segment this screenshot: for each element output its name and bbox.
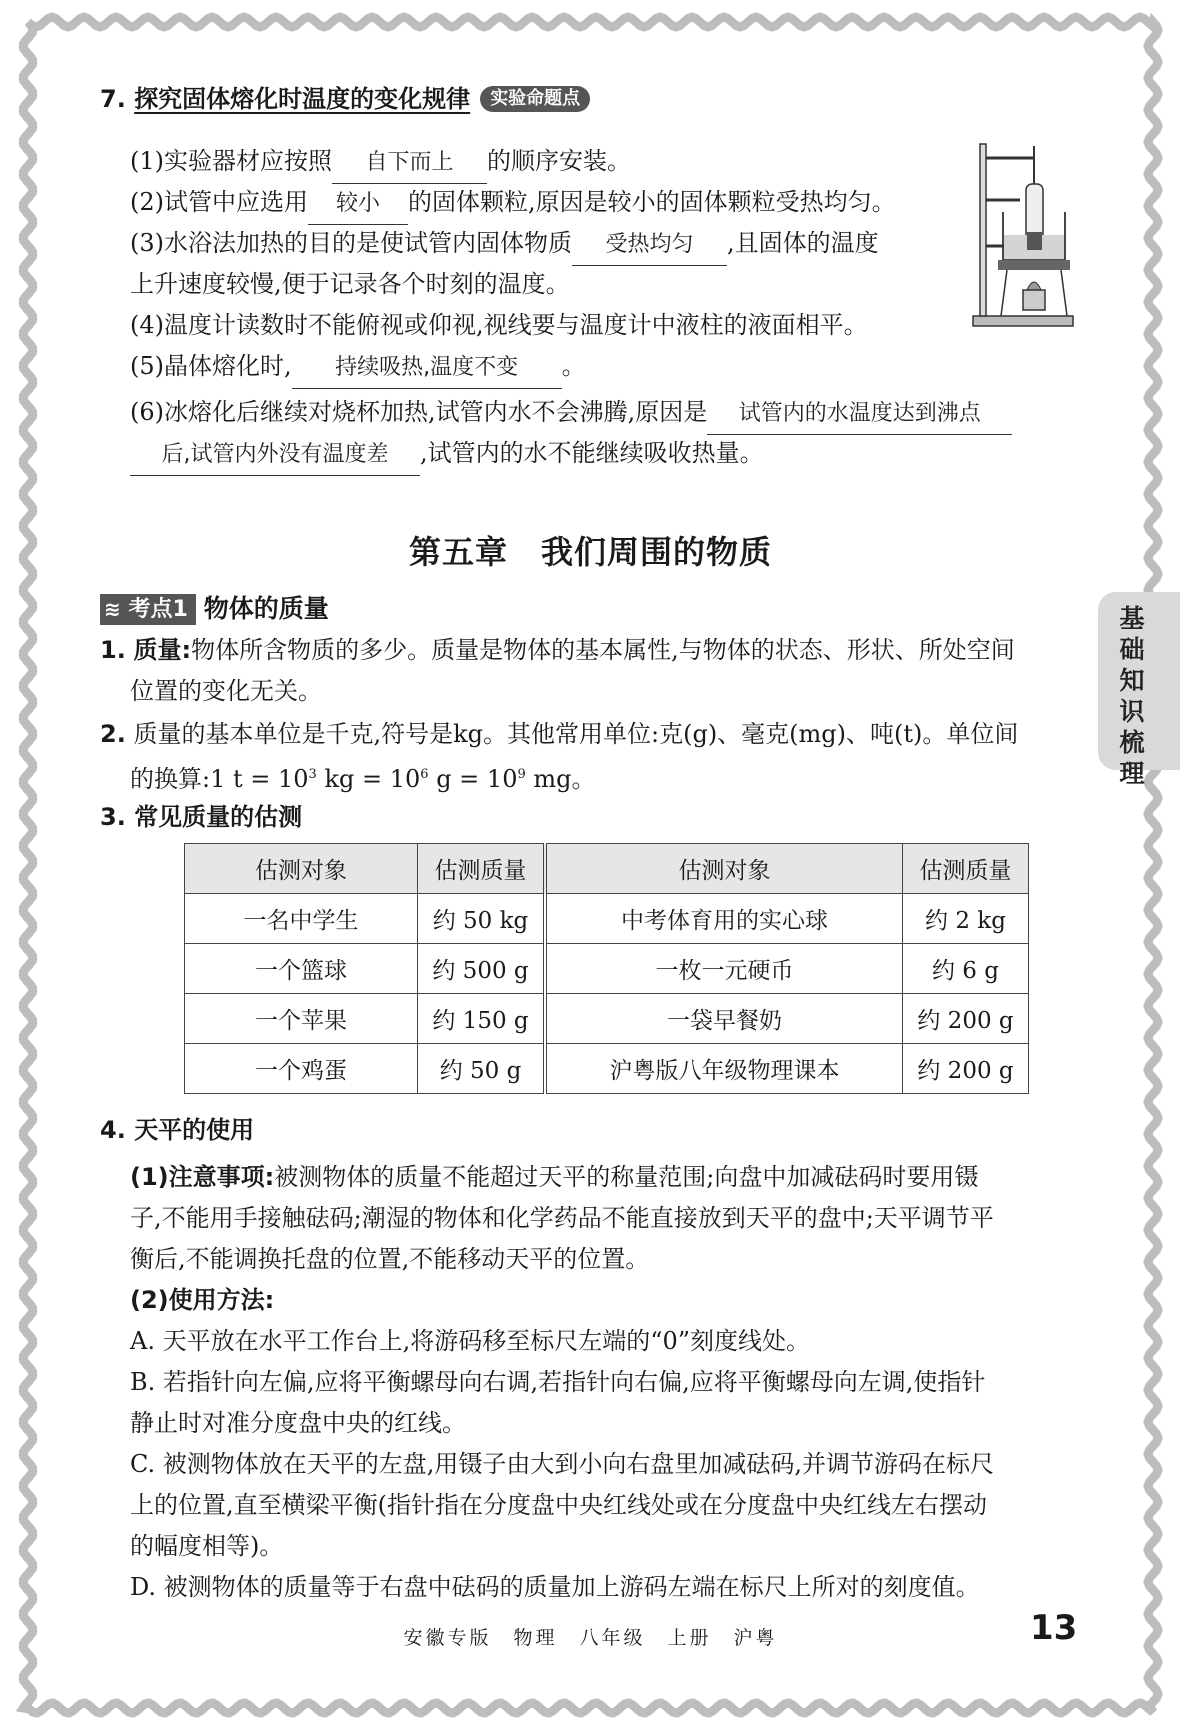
method-b-cont: 静止时对准分度盘中央的红线。 [130,1409,466,1437]
point-4-method-label: (2)使用方法: [130,1286,275,1314]
method-d: D. 被测物体的质量等于右盘中砝码的质量加上游码左端在标尺上所对的刻度值。 [130,1573,980,1601]
table-cell: 约 6 g [903,944,1029,994]
table-cell: 约 150 g [418,994,546,1044]
q7-item-2: (2)试管中应选用 较小 的固体颗粒,原因是较小的固体颗粒受热均匀。 [130,182,1080,225]
table-cell: 一个苹果 [185,994,418,1044]
table-row [185,944,1029,994]
page-number: 13 [1030,1608,1078,1648]
table-header: 估测质量 [903,844,1029,894]
table-cell: 沪粤版八年级物理课本 [545,1044,903,1094]
table-cell: 约 2 kg [903,894,1029,944]
table-row [185,994,1029,1044]
waves-icon: ≋ [104,597,121,621]
kaodian-heading [100,592,329,626]
answer-blank: 试管内的水温度达到沸点 [707,394,1012,435]
table-cell: 一个篮球 [185,944,418,994]
answer-blank: 较小 [308,184,408,225]
method-c-cont: 上的位置,直至横梁平衡(指针指在分度盘中央红线处或在分度盘中央红线左右摆动 [130,1491,987,1519]
q7-item-3-cont: 上升速度较慢,便于记录各个时刻的温度。 [130,270,570,298]
method-c: C. 被测物体放在天平的左盘,用镊子由大到小向右盘里加减砝码,并调节游码在标尺 [130,1450,995,1478]
table-cell: 约 50 kg [418,894,546,944]
point-1: 1. 质量:物体所含物质的多少。质量是物体的基本属性,与物体的状态、形状、所处空间 [100,636,1015,664]
q7-badge: 实验命题点 [480,86,590,112]
point-1-cont: 位置的变化无关。 [130,677,322,705]
table-cell: 一枚一元硬币 [545,944,903,994]
table-header-row [185,844,1029,894]
experiment-apparatus-illustration [965,140,1080,330]
q7-item-4: (4)温度计读数时不能俯视或仰视,视线要与温度计中液柱的液面相平。 [130,311,868,339]
side-tab-label: 基础知识梳理 [1119,604,1145,788]
q7-title: 探究固体熔化时温度的变化规律 [134,85,471,113]
point-2: 2. 质量的基本单位是千克,符号是kg。其他常用单位:克(g)、毫克(mg)、吨(t)。单位间 [100,720,1019,748]
method-a: A. 天平放在水平工作台上,将游码移至标尺左端的“0”刻度线处。 [130,1327,811,1355]
kaodian-title: 物体的质量 [203,594,329,623]
q7-item-6-cont: 后,试管内外没有温度差 ,试管内的水不能继续吸收热量。 [130,433,1080,476]
point-2-cont: 的换算:1 $t = 10^3$ kg = $10^6$ $g = 10^9$ mg。 [130,765,596,793]
table-header: 估测对象 [185,844,418,894]
table-header: 估测质量 [418,844,546,894]
method-c-cont2: 的幅度相等)。 [130,1532,284,1560]
page-footer: 安徽专版 物理 八年级 上册 沪粤 [403,1627,778,1649]
answer-blank: 持续吸热,温度不变 [292,348,562,389]
point-4-heading: 4. 天平的使用 [100,1116,255,1144]
q7-item-1: (1)实验器材应按照 自下而上 的顺序安装。 [130,141,1080,184]
method-b: B. 若指针向左偏,应将平衡螺母向右调,若指针向右偏,应将平衡螺母向左调,使指针 [130,1368,986,1396]
table-row [185,894,1029,944]
table-cell: 约 200 g [903,1044,1029,1094]
q7-item-5: (5)晶体熔化时, 持续吸热,温度不变 。 [130,346,1080,389]
answer-blank: 自下而上 [332,143,487,184]
table-cell: 约 200 g [903,994,1029,1044]
kaodian-tag: ≋ 考点1 [100,594,196,625]
q7-item-6: (6)冰熔化后继续对烧杯加热,试管内水不会沸腾,原因是 试管内的水温度达到沸点 [130,392,1080,435]
chapter-title: 第五章 我们周围的物质 [408,533,772,571]
table-row [185,1044,1029,1094]
point-4-notes: (1)注意事项:被测物体的质量不能超过天平的称量范围;向盘中加减砝码时要用镊 [130,1163,979,1191]
table-cell: 一袋早餐奶 [545,994,903,1044]
table-cell: 约 500 g [418,944,546,994]
table-cell: 中考体育用的实心球 [545,894,903,944]
point-4-notes-l3: 衡后,不能调换托盘的位置,不能移动天平的位置。 [130,1245,650,1273]
table-cell: 一名中学生 [185,894,418,944]
answer-blank: 后,试管内外没有温度差 [130,435,420,476]
table-cell: 约 50 g [418,1044,546,1094]
table-cell: 一个鸡蛋 [185,1044,418,1094]
table-header: 估测对象 [545,844,903,894]
answer-blank: 受热均匀 [572,225,727,266]
q7-heading: 7. 探究固体熔化时温度的变化规律 实验命题点 [100,79,590,119]
q7-item-3: (3)水浴法加热的目的是使试管内固体物质 受热均匀 ,且固体的温度 [130,223,1080,266]
mass-estimation-table [184,843,1029,1094]
point-3-heading: 3. 常见质量的估测 [100,803,303,831]
point-4-notes-l2: 子,不能用手接触砝码;潮湿的物体和化学药品不能直接放到天平的盘中;天平调节平 [130,1204,994,1232]
